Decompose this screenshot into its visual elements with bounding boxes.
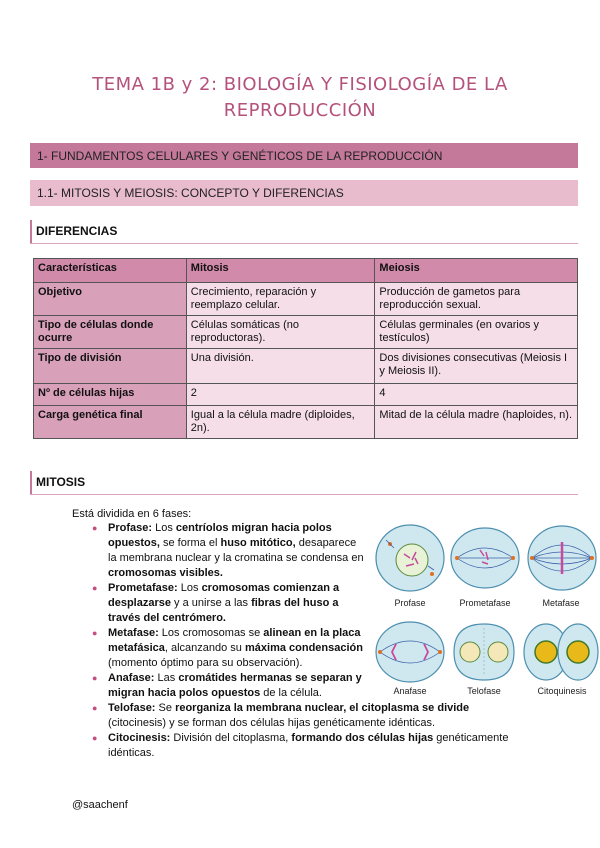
row-label: Objetivo (34, 283, 187, 316)
telofase-cell-diagram (454, 624, 514, 680)
table-header: Mitosis (186, 259, 375, 283)
mitosis-cell: 2 (186, 384, 375, 406)
mitosis-cell: Células somáticas (no reproductoras). (186, 316, 375, 349)
title-line-1: TEMA 1B y 2: BIOLOGÍA Y FISIOLOGÍA DE LA (92, 74, 508, 95)
figure-label: Profase (394, 598, 426, 608)
mitosis-cell: Crecimiento, reparación y reemplazo celular. (186, 283, 375, 316)
title-line-2: REPRODUCCIÓN (223, 100, 377, 121)
metafase-cell-diagram (528, 526, 596, 590)
mitosis-heading: MITOSIS (30, 475, 578, 489)
list-item: ● Prometafase: Los cromosomas comienzan a desplazarse y a unirse a las fibras del huso a través del centrómero. (92, 581, 366, 626)
list-item: ● Profase: Los centríolos migran hacia polos opuestos, se forma el huso mitótico, desaparece la membrana nuclear y la cromatina se condensa en cromosomas visibles. (92, 521, 366, 581)
list-item: ● Telofase: Se reorganiza la membrana nuclear, el citoplasma se divide (citocinesis) y se forman dos células hijas genéticamente idénticas. (92, 701, 530, 731)
table-row (34, 406, 578, 439)
author-credit: @saachenf (72, 799, 128, 811)
list-item: ● Anafase: Las cromátides hermanas se separan y migran hacia polos opuestos de la célula. (92, 671, 366, 701)
meiosis-cell: 4 (375, 384, 578, 406)
figure-label: Citoquinesis (537, 686, 587, 696)
table-row (34, 316, 578, 349)
figure-label: Prometafase (459, 598, 511, 608)
row-label: Tipo de células donde ocurre (34, 316, 187, 349)
section-band: 1- FUNDAMENTOS CELULARES Y GENÉTICOS DE LA REPRODUCCIÓN (30, 143, 578, 168)
anafase-cell-diagram (376, 622, 444, 682)
table-row (34, 349, 578, 384)
subsection-band: 1.1- MITOSIS Y MEIOSIS: CONCEPTO Y DIFERENCIAS (30, 180, 578, 206)
mitosis-cell: Igual a la célula madre (diploides, 2n). (186, 406, 375, 439)
table-row (34, 384, 578, 406)
page-title (0, 72, 600, 124)
mitosis-cell: Una división. (186, 349, 375, 384)
figure-label: Telofase (467, 686, 501, 696)
figure-label: Metafase (542, 598, 580, 608)
row-label: Nº de células hijas (34, 384, 187, 406)
meiosis-cell: Células germinales (en ovarios y testículos) (375, 316, 578, 349)
cell-diagrams (372, 520, 600, 698)
meiosis-cell: Mitad de la célula madre (haploides, n). (375, 406, 578, 439)
meiosis-cell: Dos divisiones consecutivas (Meiosis I y Meiosis II). (375, 349, 578, 384)
intro-text: Está dividida en 6 fases: (72, 508, 192, 520)
prometafase-cell-diagram (451, 528, 519, 588)
diferencias-heading: DIFERENCIAS (30, 224, 578, 238)
table-header: Meiosis (375, 259, 578, 283)
meiosis-cell: Producción de gametos para reproducción sexual. (375, 283, 578, 316)
row-label: Carga genética final (34, 406, 187, 439)
profase-cell-diagram (376, 525, 444, 591)
row-label: Tipo de división (34, 349, 187, 384)
comparison-table (33, 258, 578, 439)
figure-label: Anafase (393, 686, 427, 696)
table-header: Características (34, 259, 187, 283)
table-header-row (34, 259, 578, 283)
citoquinesis-cell-diagram (524, 624, 598, 680)
table-row (34, 283, 578, 316)
list-item: ● Metafase: Los cromosomas se alinean en la placa metafásica, alcanzando su máxima condensación (momento óptimo para su observación). (92, 626, 366, 671)
mitosis-phases-figure (372, 520, 600, 698)
list-item: ● Citocinesis: División del citoplasma, formando dos células hijas genéticamente idénticas. (92, 731, 530, 761)
